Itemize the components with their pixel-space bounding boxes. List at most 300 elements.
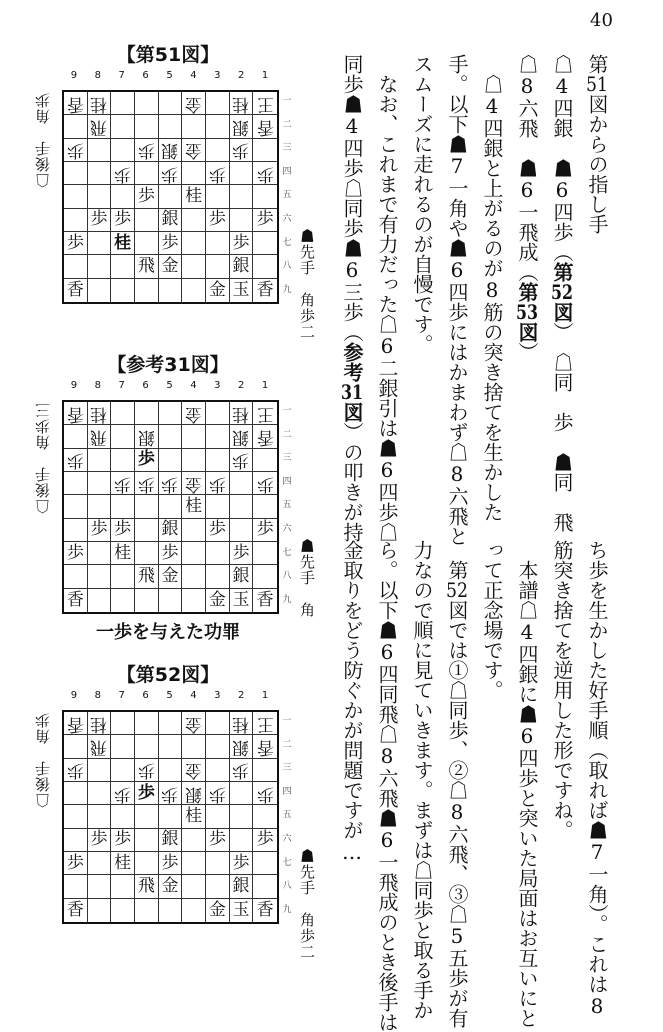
board-cell (253, 255, 277, 278)
board-cell (230, 425, 254, 448)
board-cell (135, 782, 159, 805)
gote-piece: 桂 (90, 403, 108, 424)
gote-piece: 飛 (90, 426, 108, 447)
text-segment: ☖4四銀と上がるのが8筋の突き捨てを生かした (480, 54, 504, 522)
board-cell (64, 92, 88, 115)
sente-piece: 玉 (232, 589, 250, 610)
board-cell (88, 759, 112, 782)
text-line (474, 540, 509, 1032)
text-segment: 筋突き捨てを逆用した形ですね。 (550, 540, 574, 840)
board-cell (64, 759, 88, 782)
board-cell (253, 712, 277, 735)
board-cell (159, 232, 183, 255)
board-cell (159, 209, 183, 232)
board-cell (206, 425, 230, 448)
board-cell (64, 185, 88, 208)
sente-piece: 銀 (161, 209, 179, 230)
sente-hand-label: ☗先手 角歩二 (298, 848, 316, 960)
board-cell (206, 759, 230, 782)
gote-piece: 歩 (232, 450, 250, 471)
board-cell (88, 232, 112, 255)
sente-piece: 歩 (208, 209, 226, 230)
text-segment: 第 (515, 282, 539, 302)
sente-piece: 香 (256, 589, 274, 610)
board-cell (135, 232, 159, 255)
text-segment: ☖8六飛 ☗6一飛成（ (515, 54, 539, 282)
row-label: 四 (282, 786, 292, 797)
gote-piece: 歩 (208, 473, 226, 494)
row-label: 九 (282, 594, 292, 605)
sente-piece: 玉 (232, 279, 250, 300)
board-cell (253, 759, 277, 782)
board-cell (253, 805, 277, 828)
diagram-reference-31 (30, 350, 320, 650)
text-line (579, 540, 614, 1032)
board-cell (230, 712, 254, 735)
board-cell (253, 209, 277, 232)
board-cell (111, 735, 135, 758)
gote-piece: 金 (185, 93, 203, 114)
gote-piece: 金 (185, 403, 203, 424)
board-cell (64, 495, 88, 518)
board-cell (159, 875, 183, 898)
board-cell (182, 115, 206, 138)
board-cell (230, 805, 254, 828)
text-segment: って正念場です。 (480, 540, 504, 700)
board-cell (135, 139, 159, 162)
board-cell (64, 139, 88, 162)
text-segment: 図 (340, 402, 364, 422)
board-cell (182, 829, 206, 852)
board-cell (64, 712, 88, 735)
text-segment: 本譜☖4四銀に☗6四歩と突いた局面はお互いにと (515, 540, 539, 1028)
row-label: 一 (282, 96, 292, 106)
board-cell (135, 185, 159, 208)
sente-piece: 歩 (232, 852, 250, 873)
board-cell (111, 495, 135, 518)
sente-piece: 歩 (161, 232, 179, 253)
board-cell (159, 852, 183, 875)
board-cell (206, 875, 230, 898)
board-cell (230, 185, 254, 208)
column-labels (62, 380, 277, 391)
sente-piece: 歩 (208, 829, 226, 850)
board-cell (253, 829, 277, 852)
board-cell (159, 115, 183, 138)
sente-piece: 飛 (137, 255, 155, 276)
board-cell (88, 899, 112, 922)
board-cell (159, 565, 183, 588)
gote-piece: 歩 (161, 473, 179, 494)
gote-piece: 歩 (137, 140, 155, 161)
board-cell (88, 782, 112, 805)
sente-piece: 歩 (137, 185, 155, 206)
diagram-title: 【第51図】 (116, 44, 220, 66)
board-cell (182, 735, 206, 758)
board-cell (88, 209, 112, 232)
gote-piece: 歩 (161, 163, 179, 184)
board-cell (64, 542, 88, 565)
board-cell (64, 115, 88, 138)
row-label: 五 (282, 190, 292, 201)
board-cell (206, 139, 230, 162)
board-cell (64, 782, 88, 805)
board-cell (230, 829, 254, 852)
board-cell (230, 759, 254, 782)
sente-piece: 歩 (90, 519, 108, 540)
board-cell (88, 829, 112, 852)
column-label: 7 (118, 70, 125, 81)
text-segment: ） ☖同 歩 ☗同 飛 (550, 322, 574, 532)
column-label: 4 (190, 380, 197, 391)
text-line (404, 540, 439, 1032)
gote-piece: 桂 (90, 713, 108, 734)
column-label: 6 (142, 690, 149, 701)
board-cell (111, 402, 135, 425)
board-cell (64, 875, 88, 898)
sente-piece: 金 (161, 875, 179, 896)
board-cell (159, 735, 183, 758)
board-cell (64, 402, 88, 425)
row-label: 八 (282, 881, 292, 892)
board-cell (182, 255, 206, 278)
board-cell (88, 852, 112, 875)
text-line (439, 540, 474, 1032)
shogi-board (62, 400, 279, 614)
gote-piece: 銀 (137, 426, 155, 447)
text-segment: ） (515, 342, 539, 362)
sente-piece: 飛 (137, 565, 155, 586)
sente-piece: 香 (66, 589, 84, 610)
gote-piece: 桂 (232, 713, 250, 734)
board-cell (206, 712, 230, 735)
board-cell (64, 805, 88, 828)
text-line (474, 54, 509, 546)
board-cell (182, 589, 206, 612)
column-label: 2 (237, 70, 245, 81)
board-cell (230, 565, 254, 588)
board-cell (182, 232, 206, 255)
board-cell (182, 805, 206, 828)
board-cell (206, 185, 230, 208)
text-segment: ）の叩きが持 (340, 422, 364, 542)
gote-piece: 桂 (232, 403, 250, 424)
board-cell (206, 232, 230, 255)
gote-piece: 香 (66, 713, 84, 734)
board-cell (206, 279, 230, 302)
sente-piece: 歩 (232, 232, 250, 253)
sente-piece: 金 (161, 565, 179, 586)
gote-piece: 歩 (114, 783, 132, 804)
board-cell (135, 899, 159, 922)
board-cell (253, 402, 277, 425)
row-label: 七 (282, 547, 292, 558)
sente-piece: 歩 (90, 209, 108, 230)
column-label: 7 (118, 380, 125, 391)
board-cell (135, 92, 159, 115)
board-cell (230, 255, 254, 278)
text-line (334, 54, 369, 546)
board-cell (206, 402, 230, 425)
text-segment: 第 (585, 54, 609, 74)
row-label: 六 (282, 523, 292, 534)
board-cell (88, 425, 112, 448)
board-cell (159, 472, 183, 495)
board-cell (182, 162, 206, 185)
board-cell (64, 519, 88, 542)
sente-piece: 歩 (90, 829, 108, 850)
board-cell (253, 899, 277, 922)
column-label: 2 (237, 380, 245, 391)
board-cell (135, 162, 159, 185)
text-segment: 同歩☗4四歩☖同歩☗6三歩（ (340, 54, 364, 342)
board-cell (230, 519, 254, 542)
row-label: 九 (282, 904, 292, 915)
board-cell (159, 759, 183, 782)
board-cell (206, 472, 230, 495)
board-cell (64, 232, 88, 255)
board-cell (135, 542, 159, 565)
board-cell (111, 519, 135, 542)
text-line (369, 54, 404, 546)
board-cell (230, 542, 254, 565)
board-cell (88, 402, 112, 425)
row-labels (280, 90, 294, 302)
board-cell (135, 115, 159, 138)
shogi-board (62, 710, 279, 924)
board-cell (253, 162, 277, 185)
board-cell (253, 472, 277, 495)
gote-piece: 香 (256, 426, 274, 447)
board-cell (64, 162, 88, 185)
column-label: 1 (261, 690, 269, 701)
board-cell (206, 162, 230, 185)
board-cell (88, 519, 112, 542)
sente-piece: 歩 (208, 519, 226, 540)
board-cell (135, 255, 159, 278)
row-label: 一 (282, 716, 292, 726)
board-cell (230, 92, 254, 115)
row-label: 一 (282, 406, 292, 416)
board-cell (135, 759, 159, 782)
sente-piece: 銀 (232, 565, 250, 586)
board-cell (88, 185, 112, 208)
board-cell (206, 852, 230, 875)
column-label: 3 (214, 70, 221, 81)
board-cell (230, 139, 254, 162)
board-cell (253, 542, 277, 565)
sente-piece: 歩 (137, 449, 155, 470)
column-label: 2 (237, 690, 245, 701)
board-cell (182, 185, 206, 208)
board-cell (159, 402, 183, 425)
gote-piece: 香 (66, 403, 84, 424)
text-segment: 53 (516, 302, 538, 322)
board-cell (111, 162, 135, 185)
board-cell (230, 852, 254, 875)
board-cell (206, 115, 230, 138)
board-cell (182, 899, 206, 922)
gote-piece: 歩 (66, 760, 84, 781)
gote-piece: 歩 (114, 163, 132, 184)
page-number: 40 (590, 10, 613, 31)
board-cell (206, 589, 230, 612)
board-cell (206, 449, 230, 472)
board-cell (230, 495, 254, 518)
board-cell (64, 279, 88, 302)
gote-piece: 王 (256, 713, 274, 734)
board-cell (159, 185, 183, 208)
gote-hand-label: ☖後手 角歩 (34, 92, 52, 188)
text-segment: 52 (551, 282, 573, 302)
board-cell (88, 712, 112, 735)
column-label: 3 (214, 380, 221, 391)
sente-piece: 桂 (185, 495, 203, 516)
board-cell (159, 712, 183, 735)
board-cell (135, 805, 159, 828)
board-cell (111, 92, 135, 115)
text-line (544, 54, 579, 546)
board-cell (88, 735, 112, 758)
board-cell (64, 899, 88, 922)
board-cell (230, 449, 254, 472)
board-cell (182, 852, 206, 875)
sente-piece: 歩 (232, 542, 250, 563)
sente-hand-label: ☗先手 角 (298, 538, 316, 618)
board-cell (111, 712, 135, 735)
text-line (509, 54, 544, 546)
board-cell (206, 542, 230, 565)
text-line (509, 540, 544, 1032)
board-cell (206, 782, 230, 805)
gote-piece: 歩 (208, 163, 226, 184)
board-cell (159, 162, 183, 185)
text-segment: 参考 (340, 342, 364, 382)
text-segment: ら。以下☗6四同飛☖8六飛☗6一飛成のとき後手は (375, 540, 399, 1032)
row-label: 七 (282, 857, 292, 868)
board-cell (230, 735, 254, 758)
gote-piece: 歩 (256, 163, 274, 184)
board-cell (253, 519, 277, 542)
board-cell (182, 139, 206, 162)
board-cell (111, 829, 135, 852)
column-label: 8 (94, 70, 102, 81)
board-cell (135, 712, 159, 735)
board-cell (253, 565, 277, 588)
board-cell (182, 279, 206, 302)
board-cell (64, 589, 88, 612)
board-cell (111, 279, 135, 302)
text-block-upper (334, 54, 614, 546)
gote-piece: 歩 (232, 760, 250, 781)
board-cell (88, 565, 112, 588)
gote-piece: 銀 (161, 140, 179, 161)
board-cell (111, 232, 135, 255)
board-cell (182, 542, 206, 565)
board-cell (159, 449, 183, 472)
board-cell (111, 759, 135, 782)
gote-piece: 歩 (66, 140, 84, 161)
row-labels (280, 710, 294, 922)
column-label: 9 (70, 380, 78, 391)
board-cell (111, 542, 135, 565)
board-cell (159, 589, 183, 612)
column-labels (62, 70, 277, 81)
row-label: 六 (282, 213, 292, 224)
column-label: 8 (94, 380, 102, 391)
sente-piece: 銀 (232, 255, 250, 276)
board-cell (230, 162, 254, 185)
gote-piece: 銀 (185, 783, 203, 804)
gote-piece: 歩 (137, 473, 155, 494)
board-cell (253, 115, 277, 138)
text-segment: 図では①☖同歩、②☖8六飛、③☖5五歩が有 (445, 600, 469, 1028)
column-label: 5 (166, 380, 173, 391)
board-cell (206, 209, 230, 232)
column-label: 9 (70, 690, 78, 701)
board-cell (111, 565, 135, 588)
board-cell (88, 875, 112, 898)
text-segment: ☖4四銀 ☗6四歩（ (550, 54, 574, 262)
board-cell (206, 92, 230, 115)
board-cell (159, 829, 183, 852)
row-label: 五 (282, 810, 292, 821)
row-label: 二 (282, 739, 292, 750)
board-cell (135, 875, 159, 898)
board-cell (253, 232, 277, 255)
board-cell (88, 255, 112, 278)
board-cell (230, 402, 254, 425)
board-cell (182, 875, 206, 898)
board-cell (159, 425, 183, 448)
sente-piece: 香 (66, 899, 84, 920)
text-line (369, 540, 404, 1032)
board-cell (206, 519, 230, 542)
board-cell (206, 495, 230, 518)
board-cell (230, 875, 254, 898)
sente-piece: 歩 (114, 519, 132, 540)
row-label: 二 (282, 119, 292, 130)
gote-piece: 金 (185, 473, 203, 494)
gote-piece: 香 (256, 116, 274, 137)
board-cell (182, 519, 206, 542)
sente-piece: 歩 (256, 209, 274, 230)
sente-piece: 歩 (161, 852, 179, 873)
board-cell (206, 255, 230, 278)
gote-piece: 歩 (256, 783, 274, 804)
sente-piece: 桂 (114, 852, 132, 873)
board-cell (135, 402, 159, 425)
board-cell (182, 565, 206, 588)
board-cell (182, 782, 206, 805)
text-segment: 31 (341, 382, 363, 402)
board-cell (253, 589, 277, 612)
sente-piece: 歩 (66, 852, 84, 873)
gote-piece: 歩 (66, 450, 84, 471)
board-cell (64, 565, 88, 588)
board-cell (182, 472, 206, 495)
board-cell (111, 425, 135, 448)
sente-piece: 桂 (185, 805, 203, 826)
row-label: 九 (282, 284, 292, 295)
gote-piece: 歩 (208, 783, 226, 804)
board-cell (182, 449, 206, 472)
board-cell (135, 565, 159, 588)
gote-hand-label: ☖後手 角歩三 (34, 402, 52, 514)
board-cell (253, 852, 277, 875)
board-cell (135, 495, 159, 518)
board-cell (111, 472, 135, 495)
